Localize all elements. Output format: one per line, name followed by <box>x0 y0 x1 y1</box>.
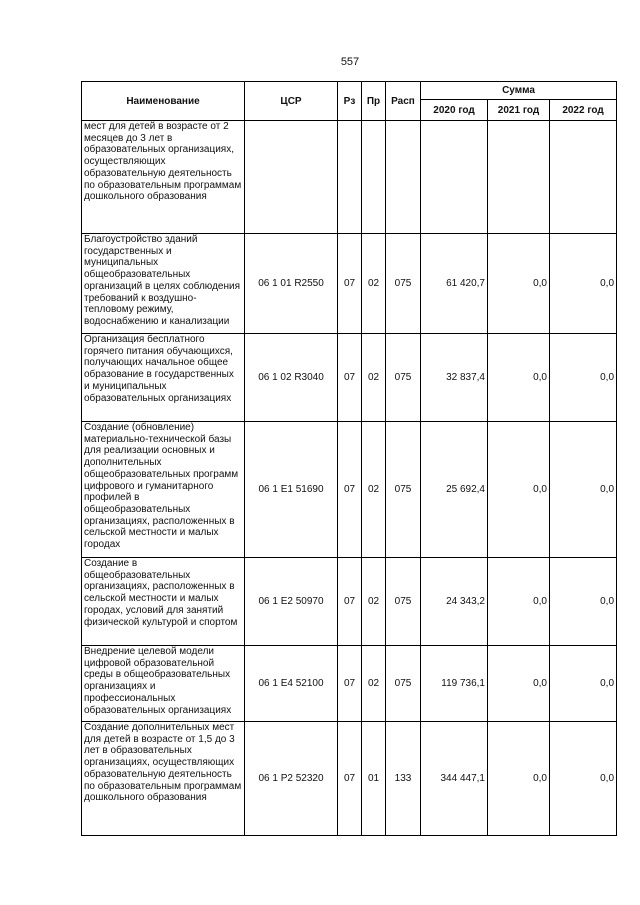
row-sum-2021 <box>488 121 550 234</box>
row-rasp <box>386 121 421 234</box>
row-rz: 07 <box>338 234 362 334</box>
header-year-2022: 2022 год <box>550 100 617 121</box>
header-rasp: Расп <box>386 82 421 121</box>
row-sum-2021: 0,0 <box>488 646 550 722</box>
row-pr: 02 <box>362 558 386 646</box>
row-sum-2020: 25 692,4 <box>421 422 488 558</box>
table-row <box>82 558 617 646</box>
row-name: Создание дополнительных мест для детей в возрасте от 1,5 до 3 лет в образовательных организациях, осуществляющих образовательную деятельность по образовательным программам дошкольного образования <box>82 722 245 836</box>
table-row <box>82 722 617 836</box>
row-csr: 06 1 01 R2550 <box>245 234 338 334</box>
row-rasp: 075 <box>386 646 421 722</box>
header-sum: Сумма <box>421 82 617 100</box>
row-sum-2022: 0,0 <box>550 334 617 422</box>
row-sum-2020 <box>421 121 488 234</box>
header-year-2020: 2020 год <box>421 100 488 121</box>
row-rz: 07 <box>338 646 362 722</box>
row-rasp: 075 <box>386 334 421 422</box>
row-sum-2021: 0,0 <box>488 234 550 334</box>
row-sum-2021: 0,0 <box>488 334 550 422</box>
row-csr <box>245 121 338 234</box>
row-rz: 07 <box>338 334 362 422</box>
header-year-2021: 2021 год <box>488 100 550 121</box>
table-row <box>82 334 617 422</box>
row-pr: 02 <box>362 646 386 722</box>
row-sum-2020: 32 837,4 <box>421 334 488 422</box>
row-rz <box>338 121 362 234</box>
row-csr: 06 1 E2 50970 <box>245 558 338 646</box>
row-sum-2022: 0,0 <box>550 558 617 646</box>
header-rz: Рз <box>338 82 362 121</box>
row-csr: 06 1 02 R3040 <box>245 334 338 422</box>
row-rasp: 075 <box>386 234 421 334</box>
row-pr: 02 <box>362 422 386 558</box>
header-pr: Пр <box>362 82 386 121</box>
row-name: Благоустройство зданий государственных и муниципальных общеобразовательных организаций в целях соблюдения требований к воздушно-тепловому режиму, водоснабжению и канализации <box>82 234 245 334</box>
table-row <box>82 646 617 722</box>
row-csr: 06 1 E4 52100 <box>245 646 338 722</box>
page-number: 557 <box>340 56 360 68</box>
row-rasp: 075 <box>386 558 421 646</box>
row-pr: 01 <box>362 722 386 836</box>
row-sum-2022: 0,0 <box>550 722 617 836</box>
row-name: Создание (обновление) материально-технической базы для реализации основных и дополнительных общеобразовательных программ цифрового и гуманитарного профилей в общеобразовательных организациях, расположенных в сельской местности и малых городах <box>82 422 245 558</box>
row-name: Организация бесплатного горячего питания обучающихся, получающих начальное общее образование в государственных и муниципальных образовательных организациях <box>82 334 245 422</box>
row-sum-2020: 119 736,1 <box>421 646 488 722</box>
table-row <box>82 422 617 558</box>
row-sum-2022: 0,0 <box>550 234 617 334</box>
row-pr <box>362 121 386 234</box>
row-name: Создание в общеобразовательных организациях, расположенных в сельской местности и малых городах, условий для занятий физической культурой и спортом <box>82 558 245 646</box>
row-rz: 07 <box>338 422 362 558</box>
row-sum-2022: 0,0 <box>550 422 617 558</box>
table-row <box>82 121 617 234</box>
row-rz: 07 <box>338 722 362 836</box>
row-sum-2020: 344 447,1 <box>421 722 488 836</box>
row-sum-2021: 0,0 <box>488 722 550 836</box>
row-name: Внедрение целевой модели цифровой образовательной среды в общеобразовательных организациях и профессиональных образовательных организациях <box>82 646 245 722</box>
row-csr: 06 1 P2 52320 <box>245 722 338 836</box>
row-sum-2021: 0,0 <box>488 422 550 558</box>
row-rasp: 133 <box>386 722 421 836</box>
row-sum-2020: 24 343,2 <box>421 558 488 646</box>
budget-table <box>81 81 617 836</box>
row-sum-2020: 61 420,7 <box>421 234 488 334</box>
row-sum-2022: 0,0 <box>550 646 617 722</box>
header-csr: ЦСР <box>245 82 338 121</box>
row-rz: 07 <box>338 558 362 646</box>
row-sum-2021: 0,0 <box>488 558 550 646</box>
row-rasp: 075 <box>386 422 421 558</box>
table-row <box>82 234 617 334</box>
row-pr: 02 <box>362 334 386 422</box>
row-name: мест для детей в возрасте от 2 месяцев до 3 лет в образовательных организациях, осуществляющих образовательную деятельность по образовательным программам дошкольного образования <box>82 121 245 234</box>
row-pr: 02 <box>362 234 386 334</box>
header-name: Наименование <box>82 82 245 121</box>
row-sum-2022 <box>550 121 617 234</box>
row-csr: 06 1 E1 51690 <box>245 422 338 558</box>
